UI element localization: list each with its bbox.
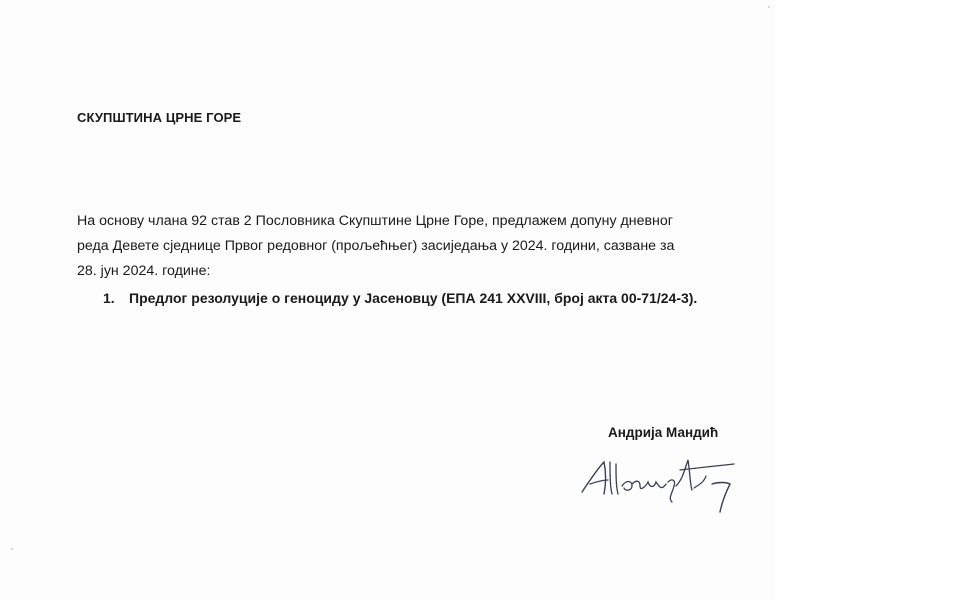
scan-speck: [11, 548, 13, 550]
agenda-item-number: 1.: [103, 290, 115, 306]
signatory-name: Андрија Мандић: [608, 425, 719, 440]
agenda-item-text: Предлог резолуције о геноциду у Јасеновцу (ЕПА 241 XXVIII, број акта 00-71/24-3).: [129, 290, 698, 306]
body-line: реда Девете сједнице Првог редовног (прољећњег) засиједања у 2024. години, сазване за: [77, 238, 675, 254]
scan-margin: [775, 0, 960, 600]
body-line: На основу члана 92 став 2 Пословника Скупштине Црне Горе, предлажем допуну дневног: [77, 213, 673, 229]
scan-speck: [768, 6, 770, 8]
handwritten-signature: [576, 450, 746, 520]
agenda-item: [103, 290, 697, 306]
organization-title: СКУПШТИНА ЦРНЕ ГОРЕ: [77, 110, 242, 125]
body-line: 28. јун 2024. године:: [77, 263, 211, 279]
body-paragraph: [77, 209, 767, 284]
